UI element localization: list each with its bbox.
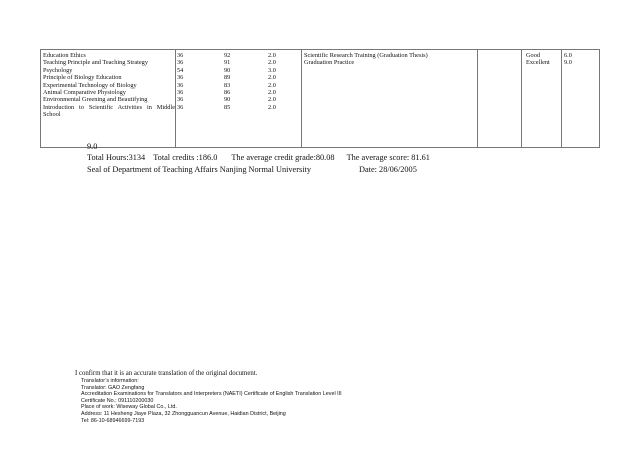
practice-grade: Excellent [526, 59, 550, 67]
course-hours: 36 [177, 103, 184, 111]
column-divider [301, 50, 302, 147]
translator-certificate-no: Certificate No.: 091110200030 [81, 397, 154, 404]
practice-credit: 6.0 [564, 52, 572, 59]
course-hours: 54 [177, 66, 184, 74]
column-divider [175, 50, 176, 147]
course-name: Introduction to Scientific Activities in Middle School [43, 103, 175, 119]
course-hours: 36 [177, 81, 184, 89]
total-hours: Total Hours:3134 [87, 153, 146, 162]
practice-name-column [304, 52, 428, 67]
course-hours: 36 [177, 74, 184, 82]
course-credit: 2.0 [268, 89, 276, 97]
course-credit: 2.0 [268, 96, 276, 104]
course-credit: 2.0 [268, 59, 276, 67]
practice-grade-column [526, 52, 550, 67]
course-score: 92 [224, 52, 231, 59]
translator-info-heading: Translator’s information: [81, 378, 139, 384]
totals-line [87, 153, 430, 162]
translator-address: Address: 11 Hesheng Jiaye Plaza, 32 Zhongguancun Avenue, Haidian District, Beijing [81, 410, 286, 417]
course-hours: 36 [177, 52, 184, 59]
course-name: Experimental Technology of Biology [43, 81, 137, 89]
total-credits: Total credits :186.0 [153, 153, 218, 162]
course-score: 90 [224, 96, 231, 104]
course-hours: 36 [177, 59, 184, 67]
column-divider [561, 50, 562, 147]
translator-workplace: Place of work: Wiseway Global Co., Ltd. [81, 404, 177, 411]
translation-confirmation: I confirm that it is an accurate translation of the original document. [75, 370, 258, 377]
document-date: Date: 28/06/2005 [359, 165, 417, 174]
average-score: The average score: 81.61 [346, 153, 430, 162]
column-divider [477, 50, 478, 147]
translator-phone: Tel: 86-10-68946699-7193 [81, 417, 145, 424]
course-score: 83 [224, 81, 231, 89]
translator-info [81, 378, 342, 424]
practice-grade: Good [526, 52, 540, 59]
course-score: 91 [224, 59, 231, 67]
course-hours-column [177, 52, 183, 111]
course-score: 86 [224, 89, 231, 97]
course-name: Teaching Principle and Teaching Strategy [43, 59, 148, 67]
seal-text: Seal of Department of Teaching Affairs Nanjing Normal University [87, 165, 311, 174]
seal-line [87, 165, 417, 174]
course-name: Principle of Biology Education [43, 74, 122, 82]
course-hours: 36 [177, 89, 184, 97]
course-score: 90 [224, 66, 231, 74]
translator-accreditation: Accreditation Examinations for Translators and Interpreters (NAETI) Certificate of English Translation Level III [81, 391, 342, 398]
course-name: Animal Comparative Physiology [43, 89, 126, 97]
practice-name: Graduation Practice [304, 59, 355, 67]
practice-total-value: 9.0 [87, 142, 98, 151]
course-score: 89 [224, 74, 231, 82]
course-hours: 36 [177, 96, 184, 104]
transcript-table [40, 49, 600, 148]
column-divider [521, 50, 522, 147]
translator-name: Translator: GAO Zengfang [81, 384, 145, 391]
course-credit-column [268, 52, 276, 111]
course-credit: 2.0 [268, 74, 276, 82]
course-credit: 2.0 [268, 81, 276, 89]
practice-credit-column [564, 52, 572, 67]
course-name: Education Ethics [43, 52, 86, 59]
course-name: Psychology [43, 66, 73, 74]
course-credit: 2.0 [268, 52, 276, 59]
practice-total [87, 142, 97, 151]
practice-name: Scientific Research Training (Graduation Thesis) [304, 52, 428, 59]
practice-credit: 9.0 [564, 59, 572, 67]
course-credit: 2.0 [268, 103, 276, 111]
course-name-column [43, 52, 175, 119]
course-credit: 3.0 [268, 66, 276, 74]
course-score-column [224, 52, 230, 111]
course-score: 85 [224, 103, 231, 111]
average-credit-grade: The average credit grade:80.08 [231, 153, 335, 162]
course-name: Environmental Greening and Beautifying [43, 96, 148, 104]
